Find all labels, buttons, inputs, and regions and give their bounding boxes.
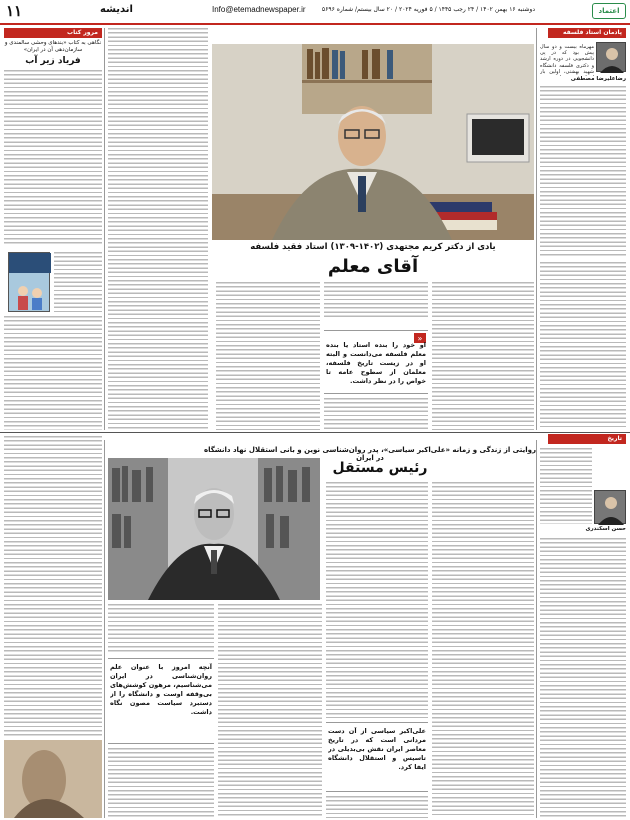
column-divider-bottom — [536, 440, 537, 818]
columnist-name: رضاعلیرضا مصطفی — [570, 76, 626, 82]
column-divider-left — [104, 28, 105, 430]
main-pullquote: او خود را بنده استاد یا بنده معلم فلسفه می‌دانست و البته او در زیست تاریخ فلسفه، معلمان از سطوح عامه تا خواص را در نظر داشت. — [326, 341, 426, 385]
far-left-photo — [4, 740, 102, 818]
main-text-col-1 — [432, 282, 534, 430]
bottom-text-col-4a — [108, 604, 214, 654]
bottom-columnist-name: حسن اسکندری — [585, 526, 626, 532]
book-text-3 — [4, 316, 102, 430]
main-photo-illustration — [212, 44, 534, 240]
main-kicker: یادی از دکتر کریم مجتهدی (۱۴۰۲-۱۳۰۹) استاد فقید فلسفه — [250, 242, 496, 252]
bottom-pullquote-left: آنچه امروز با عنوان علم روان‌شناسی در ایران می‌شناسیم، مرهون کوشش‌های بی‌وقفه اوست و دانشگاه را از دستبرد سیاست مصون نگاه داشت. — [110, 663, 212, 716]
bottom-text-col-2a — [326, 482, 428, 718]
main-text-col-3 — [216, 282, 320, 430]
column-divider-bottom-left — [104, 440, 105, 818]
section-separator — [0, 432, 630, 433]
page-number: ۱۱ — [6, 3, 23, 20]
bottom-kicker: روایتی از زندگی و زمانه «علی‌اکبر سیاسی»، پدر روان‌شناسی نوین و بانی استقلال نهاد دانشگاه در ایران — [203, 446, 537, 462]
far-left-photo-illustration — [4, 740, 102, 818]
bottom-right-text — [540, 538, 626, 818]
main-pullquote-box — [324, 330, 428, 394]
book-cover — [8, 252, 50, 312]
tag-philosophy-prof: پادمان استاد فلسفه — [548, 28, 626, 38]
columnist-photo — [596, 42, 626, 72]
date-line: دوشنبه ۱۶ بهمن ۱۴۰۲ / ۲۴ رجب ۱۴۴۵ / ۵ فوریه ۲۰۲۴ / ۲۰ سال بیستم/ شماره ۵۶۹۶ — [321, 6, 535, 13]
bottom-pullquote-right-box — [326, 722, 428, 792]
right-column-text-2 — [540, 262, 626, 430]
bottom-photo — [108, 458, 320, 600]
newspaper-logo: اعتماد — [592, 3, 626, 19]
book-cover-art — [9, 253, 51, 313]
bottom-title: رئیس مستقل — [332, 460, 428, 476]
bottom-pullquote-right: علی‌اکبر سیاسی از آن دست مردانی است که در تاریخ معاصر ایران نقش بی‌بدیلی در تاسیس و استقلال دانشگاه ایفا کرد. — [328, 727, 426, 771]
main-text-col-2a — [324, 282, 428, 320]
bottom-text-col-4b — [108, 748, 214, 818]
far-left-text — [4, 436, 102, 736]
bottom-photo-illustration — [108, 458, 320, 600]
book-subtitle: نگاهی به کتاب «بندهای وحشی سالمندی و سازمان‌دهی آن در ایران» — [4, 40, 102, 53]
main-text-col-2b — [324, 398, 428, 430]
bottom-text-col-3 — [218, 604, 322, 818]
bottom-pullquote-left-box — [108, 658, 214, 744]
right-column-text — [540, 86, 626, 256]
bottom-columnist-photo — [594, 490, 626, 524]
bottom-text-col-1 — [432, 482, 534, 818]
section-title: اندیشه — [100, 4, 133, 15]
main-title: آقای معلم — [327, 256, 419, 277]
main-photo — [212, 44, 534, 240]
page-header — [0, 0, 630, 22]
header-rule — [0, 23, 630, 25]
book-title: فریاد زیر آب — [25, 56, 81, 66]
column-divider — [536, 28, 537, 430]
bottom-text-col-2b — [326, 796, 428, 818]
tag-history: تاریخ — [548, 434, 626, 444]
columnist-intro: مهرماه بیست و دو سال پیش بود که در پی دانشجویی در دوره ارشد و دکتری فلسفه دانشگاه شهید بهشتی، اولین بار — [540, 44, 594, 75]
svg-text:»: » — [417, 334, 423, 343]
email-address[interactable]: Info@etemadnewspaper.ir — [212, 5, 306, 14]
tag-book-review: مرور کتاب — [4, 28, 102, 38]
bottom-right-intro — [540, 448, 592, 524]
book-text-2 — [54, 252, 102, 312]
middle-text-col — [108, 28, 208, 430]
book-text-1 — [4, 70, 102, 246]
